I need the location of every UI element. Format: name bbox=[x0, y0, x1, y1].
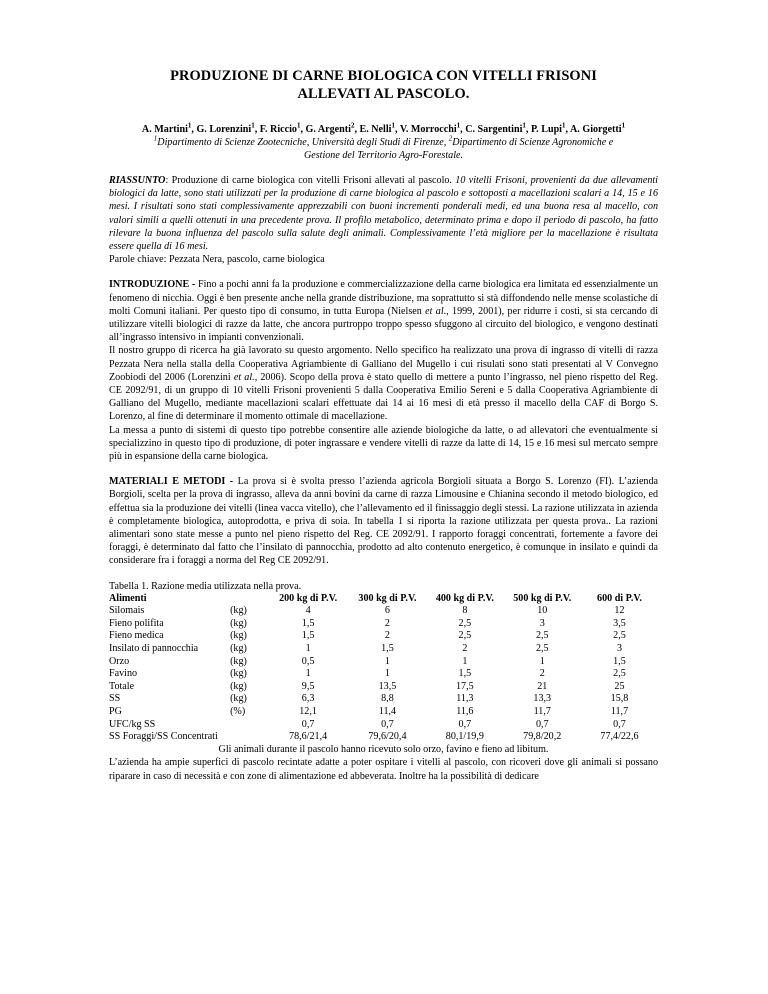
table-header-row bbox=[109, 593, 658, 606]
table-cell: 2,5 bbox=[458, 617, 472, 629]
table-cell: 1 bbox=[384, 655, 390, 667]
header-cell: 300 kg di P.V. bbox=[358, 592, 417, 604]
table-cell: 12,1 bbox=[299, 706, 317, 718]
table-row bbox=[109, 618, 658, 631]
table-row bbox=[109, 630, 658, 643]
row-label: Totale bbox=[109, 680, 135, 692]
table-cell: 2 bbox=[462, 643, 468, 655]
author: A. Giorgetti$^1$ bbox=[570, 121, 626, 135]
intro-paragraph: La messa a punto di sistemi di questo tipo potrebbe consentire alle aziende biologiche da latte, o ad allevatori che eventualmente si specializzino in questo tipo di produzione, di poter ingrassare e vendere vitelli di razze da latte di 14, 15 e 16 mesi sul mercato sempre più in espansione della carne biologica. bbox=[109, 424, 658, 463]
author: C. Sargentini$^1$ bbox=[465, 121, 526, 135]
table-cell: 11,3 bbox=[456, 693, 474, 705]
table-row bbox=[109, 706, 658, 719]
table-cell: 8 bbox=[462, 605, 468, 617]
row-unit: (kg) bbox=[230, 605, 247, 617]
table-cell: 13,3 bbox=[533, 693, 552, 705]
intro-paragraph: Il nostro gruppo di ricerca ha già lavorato su questo argomento. Nello specifico ha realizzato una prova di ingrasso di vitelli di razza Pezzata Nera nella stalla della Cooperativa Agriambiente di Galliano del Mugello i cui risulati sono stati presentati al V Convegno Zoobiodi del 2006 (Lorenzini et al., 2006). Scopo della prova è stato quello di mettere a punto l’ingrasso, nel pieno rispetto del Reg. CE 2092/91, di un gruppo di 10 vitelli Frisoni provenienti 5 dalla Cooperativa Emilio Sereni e 5 dalla Cooperativa Agriambiente di Galliano del Mugello, mediante macellazioni scalari effettuate dai 14 ai 16 mesi di età presso il macello della CAF di Borgo S. Lorenzo, al fine di determinare il momento ottimale di macellazione. bbox=[109, 345, 658, 423]
table-cell: 1 bbox=[539, 655, 545, 667]
row-label: Insilato di pannocchia bbox=[109, 643, 199, 655]
table-cell: 1,5 bbox=[613, 655, 626, 667]
table-cell: 1,5 bbox=[301, 617, 315, 629]
table-cell: 2,5 bbox=[613, 630, 626, 642]
table-row bbox=[109, 643, 658, 656]
methods-section bbox=[109, 475, 658, 567]
author: E. Nelli$^1$ bbox=[359, 121, 395, 135]
title-line-2: ALLEVATI AL PASCOLO. bbox=[297, 86, 470, 102]
row-unit: (%) bbox=[230, 706, 246, 718]
table-cell: 2 bbox=[384, 630, 390, 642]
methods-paragraph: MATERIALI E METODI - La prova si è svolta presso l’azienda agricola Borgioli situata a Borgo S. Lorenzo (FI). L’azienda Borgioli, scelta per la prova di ingrasso, alleva da anni bovini da carne di razza Limousine e Chianina secondo il metodo biologico, ed effettua sia la produzione dei vitelli (linea vacca vitello), che l’allevamento ed il finissaggio degli stessi. La razione utilizzata in azienda è completamente biologica, autoprodotta, e priva di soia. In tabella 1 si riporta la razione utilizzata per questa prova.. La razioni alimentari sono state messe a punto nel pieno rispetto del Reg. CE 2092/91. I rapporto foraggi concentrati, fortemente a favore dei foraggi, è determinato dal fatto che l’insilato di pannocchia, prodotto ad alto contenuto energetico, è comunque in insilato e quindi da considerare fra i foraggi a norma del Reg CE 2092/91. bbox=[109, 476, 658, 567]
row-label: Favino bbox=[109, 668, 138, 680]
table-caption: Tabella 1. Razione media utilizzata nella prova. bbox=[109, 580, 302, 592]
table-cell: 11,7 bbox=[610, 706, 629, 718]
row-unit: (kg) bbox=[230, 643, 247, 655]
table-row bbox=[109, 668, 658, 681]
table-cell: 0,7 bbox=[535, 718, 549, 730]
table-row bbox=[109, 731, 658, 744]
table-cell: 6,3 bbox=[301, 693, 315, 705]
table-cell: 1 bbox=[384, 668, 390, 680]
table-row bbox=[109, 693, 658, 706]
table-cell: 78,6/21,4 bbox=[289, 731, 328, 743]
table-row bbox=[109, 656, 658, 669]
table-cell: 1 bbox=[462, 655, 468, 667]
table-cell: 77,4/22,6 bbox=[600, 731, 639, 743]
row-label: Orzo bbox=[109, 655, 130, 667]
table-cell: 13,5 bbox=[378, 680, 397, 692]
abstract-section bbox=[109, 174, 658, 266]
table-cell: 2,5 bbox=[458, 630, 472, 642]
table-cell: 9,5 bbox=[301, 680, 315, 692]
table-cell: 21 bbox=[537, 680, 548, 692]
header-cell: 600 di P.V. bbox=[597, 592, 642, 604]
intro-paragraph: INTRODUZIONE - Fino a pochi anni fa la produzione e commercializzazione della carne biologica era limitata ed essenzialmente un fenomeno di nicchia. Oggi è ben presente anche nella grande distribuzione, ma soprattutto si stà diffondendo nelle mense scolastiche di molti Comuni italiani. Per questo tipo di consumo, in tutta Europa (Nielsen et al., 1999, 2001), per ridurre i costi, si sta cercando di utilizzare vitelli biologici di razze da latte, che ancora purtroppo troppo spesso sfuggono al circuito del biologico, e vengono destinati all’ingrasso intensivo in impianti convenzionali. bbox=[109, 279, 658, 344]
header-cell: 400 kg di P.V. bbox=[435, 592, 494, 604]
author-list: A. Martini$^1$, G. Lorenzini$^1$, F. Riccio$^1$, G. Argenti$^2$, E. Nelli$^1$, V. Morrocchi$^1$, C. Sargentini$^1$, P. Lupi$^1$, A. Giorgetti$^1$ bbox=[141, 121, 626, 135]
table-cell: 11,6 bbox=[456, 706, 474, 718]
table-cell: 0,7 bbox=[301, 718, 315, 730]
table-cell: 0,7 bbox=[458, 718, 472, 730]
row-unit: (kg) bbox=[230, 680, 247, 692]
table-cell: 79,6/20,4 bbox=[368, 731, 407, 743]
table-cell: 15,8 bbox=[610, 693, 629, 705]
table-cell: 0,5 bbox=[301, 655, 315, 667]
row-label: Fieno polifita bbox=[109, 617, 164, 629]
keywords: Parole chiave: Pezzata Nera, pascolo, carne biologica bbox=[109, 254, 325, 266]
table-cell: 0,7 bbox=[613, 718, 626, 730]
table-cell: 2,5 bbox=[535, 630, 549, 642]
table-cell: 3,5 bbox=[613, 617, 626, 629]
table-cell: 1,5 bbox=[301, 630, 315, 642]
intro-heading: INTRODUZIONE - bbox=[109, 279, 196, 291]
row-label: Fieno medica bbox=[109, 630, 164, 642]
row-label: SS bbox=[109, 693, 121, 705]
table-cell: 2 bbox=[539, 668, 545, 680]
author: G. Argenti$^2$ bbox=[305, 121, 355, 135]
closing-paragraph: L’azienda ha ampie superfici di pascolo recintate adatte a poter ospitare i vitelli al pascolo, con ricoveri dove gli animali si possano riparare in caso di necessità e con zone di alimentazione ed abbeverata. Inoltre ha la possibilità di dedicare bbox=[109, 757, 658, 782]
table-cell: 80,1/19,9 bbox=[445, 731, 484, 743]
table-cell: 11,4 bbox=[378, 706, 397, 718]
table-row bbox=[109, 719, 658, 732]
author: F. Riccio$^1$ bbox=[259, 121, 301, 135]
table-cell: 0,7 bbox=[381, 718, 394, 730]
introduction-section bbox=[109, 278, 658, 463]
table-cell: 1,5 bbox=[458, 668, 472, 680]
table-note-row bbox=[109, 744, 658, 757]
row-label: PG bbox=[109, 706, 122, 718]
methods-heading: MATERIALI E METODI - bbox=[109, 476, 234, 488]
row-label: UFC/kg SS bbox=[109, 718, 156, 730]
row-unit: (kg) bbox=[230, 617, 247, 629]
table-row bbox=[109, 681, 658, 694]
table-cell: 25 bbox=[614, 680, 625, 692]
table-cell: 4 bbox=[305, 605, 311, 617]
header-cell: Alimenti bbox=[109, 592, 147, 604]
row-unit: (kg) bbox=[230, 693, 247, 705]
table-cell: 2,5 bbox=[535, 643, 549, 655]
row-unit: (kg) bbox=[230, 668, 247, 680]
ration-table bbox=[109, 593, 658, 757]
author: A. Martini$^1$ bbox=[141, 121, 192, 135]
header-cell: 500 kg di P.V. bbox=[513, 592, 572, 604]
author: V. Morrocchi$^1$ bbox=[399, 121, 461, 135]
row-label: Silomais bbox=[109, 605, 145, 617]
table-note: Gli animali durante il pascolo hanno ricevuto solo orzo, favino e fieno ad libitum. bbox=[218, 743, 549, 755]
table-cell: 1,5 bbox=[381, 643, 394, 655]
affiliations: $^1$Dipartimento di Scienze Zootecniche, Università degli Studi di Firenze, $^2$Dipartimento di Scienze Agronomiche e Gestione del Territorio Agro-Forestale. bbox=[153, 134, 614, 161]
table-row bbox=[109, 605, 658, 618]
table-cell: 11,7 bbox=[533, 706, 551, 718]
table-cell: 3 bbox=[616, 643, 622, 655]
table-cell: 12 bbox=[614, 605, 625, 617]
table-cell: 8,8 bbox=[381, 693, 394, 705]
table-cell: 17,5 bbox=[456, 680, 474, 692]
row-label: SS Foraggi/SS Concentrati bbox=[109, 731, 218, 743]
table-cell: 10 bbox=[537, 605, 548, 617]
table-cell: 2,5 bbox=[613, 668, 626, 680]
table-cell: 6 bbox=[384, 605, 390, 617]
row-unit: (kg) bbox=[230, 630, 247, 642]
title-line-1: PRODUZIONE DI CARNE BIOLOGICA CON VITELLI FRISONI bbox=[170, 68, 597, 84]
table-cell: 1 bbox=[305, 668, 311, 680]
abstract-label: RIASSUNTO bbox=[109, 175, 166, 186]
row-unit: (kg) bbox=[230, 655, 247, 667]
paper-title bbox=[109, 0, 658, 103]
table-cell: 79,8/20,2 bbox=[523, 731, 562, 743]
author: P. Lupi$^1$ bbox=[530, 121, 566, 135]
table-body bbox=[109, 605, 658, 756]
table-cell: 2 bbox=[384, 617, 390, 629]
table-cell: 3 bbox=[539, 617, 545, 629]
header-cell: 200 kg di P.V. bbox=[279, 592, 338, 604]
table-cell: 1 bbox=[305, 643, 311, 655]
author: G. Lorenzini$^1$ bbox=[196, 121, 255, 135]
abstract-text: RIASSUNTO: Produzione di carne biologica con vitelli Frisoni allevati al pascolo. 10 vitelli Frisoni, provenienti da due allevamenti biologici da latte, sono stati utilizzati per la produzione di carne biologica al pascolo e sottoposti a macellazioni scalari a 14, 15 e 16 mesi. I risultati sono stati complessivamente apprezzabili con buoni incrementi ponderali medi, ed una buona resa al macello, con valori simili a quelli ottenuti in una precedente prova. Il profilo metabolico, determinato prima e dopo il periodo di pascolo, ha fatto rilevare la buona influenza del pascolo sulla salute degli animali. Complessivamente l’età migliore per la macellazione è risultata essere quella di 16 mesi. bbox=[109, 175, 658, 253]
